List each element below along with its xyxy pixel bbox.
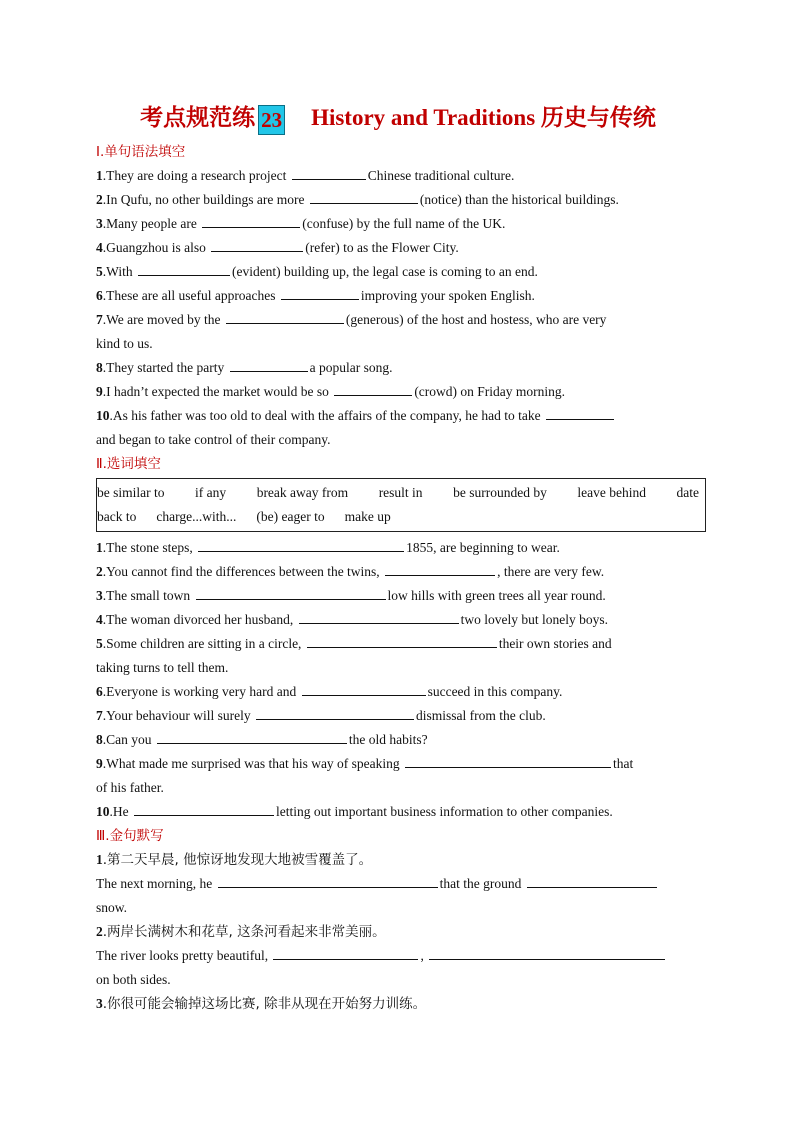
answer-blank[interactable] [202,213,300,228]
s2-item-9-cont: of his father. [96,780,164,795]
s3-item-1-en: The next morning, he that the ground [96,872,700,896]
phrase: (be) eager to [256,509,325,524]
phrase: result in [378,485,423,500]
answer-blank[interactable] [138,261,230,276]
s2-item-5: 5.Some children are sitting in a circle, their own stories and [96,632,700,656]
answer-blank[interactable] [226,309,344,324]
answer-blank[interactable] [256,705,414,720]
answer-blank[interactable] [302,681,426,696]
phrase: date [676,485,699,500]
word-bank-row-2 [97,505,699,529]
answer-blank[interactable] [385,561,495,576]
answer-blank[interactable] [334,381,412,396]
word-bank-row-1 [97,481,699,505]
section3-heading: Ⅲ.金句默写 [96,828,164,844]
answer-blank[interactable] [134,801,274,816]
s1-item-7-cont: kind to us. [96,336,153,351]
s2-item-2: 2.You cannot find the differences between the twins, , there are very few. [96,560,700,584]
phrase: break away from [256,485,349,500]
s1-item-9: 9.I hadn’t expected the market would be so (crowd) on Friday morning. [96,380,700,404]
s1-item-7: 7.We are moved by the (generous) of the host and hostess, who are very [96,308,700,332]
answer-blank[interactable] [527,873,657,888]
s2-item-10: 10.He letting out important business information to other companies. [96,800,700,824]
answer-blank[interactable] [546,405,614,420]
s3-item-1-zh: 1.第二天早晨, 他惊讶地发现大地被雪覆盖了。 [96,852,373,868]
answer-blank[interactable] [273,945,418,960]
title-en: History and Traditions [311,105,536,130]
answer-blank[interactable] [196,585,386,600]
s2-item-9: 9.What made me surprised was that his way of speaking that [96,752,700,776]
answer-blank[interactable] [299,609,459,624]
answer-blank[interactable] [429,945,665,960]
s2-item-4: 4.The woman divorced her husband, two lovely but lonely boys. [96,608,700,632]
title-cn: 考点规范练 [140,105,256,130]
answer-blank[interactable] [292,165,366,180]
s1-item-8: 8.They started the party a popular song. [96,356,700,380]
s1-item-3: 3.Many people are (confuse) by the full name of the UK. [96,212,700,236]
phrase: charge...with... [156,509,237,524]
phrase: leave behind [577,485,646,500]
phrase: be similar to [97,485,165,500]
s1-item-4: 4.Guangzhou is also (refer) to as the Flower City. [96,236,700,260]
answer-blank[interactable] [310,189,418,204]
answer-blank[interactable] [230,357,308,372]
s1-item-5: 5.With (evident) building up, the legal case is coming to an end. [96,260,700,284]
answer-blank[interactable] [307,633,497,648]
phrase: be surrounded by [453,485,547,500]
page-title [96,100,700,136]
section1-heading: Ⅰ.单句语法填空 [96,144,186,160]
phrase: if any [195,485,227,500]
s1-item-1: 1.They are doing a research project Chinese traditional culture. [96,164,700,188]
worksheet-page [96,100,700,1016]
section2-heading: Ⅱ.选词填空 [96,456,161,472]
s1-item-6: 6.These are all useful approaches improving your spoken English. [96,284,700,308]
phrase: back to [97,509,137,524]
s2-item-8: 8.Can you the old habits? [96,728,700,752]
s2-item-5-cont: taking turns to tell them. [96,660,229,675]
s1-item-10: 10.As his father was too old to deal with the affairs of the company, he had to take [96,404,700,428]
s3-item-2-zh: 2.两岸长满树木和花草, 这条河看起来非常美丽。 [96,924,386,940]
answer-blank[interactable] [211,237,303,252]
s1-item-10-cont: and began to take control of their company. [96,432,331,447]
s3-item-2-en: The river looks pretty beautiful, , [96,944,700,968]
s2-item-3: 3.The small town low hills with green trees all year round. [96,584,700,608]
answer-blank[interactable] [405,753,611,768]
lesson-number-badge: 23 [258,105,285,135]
answer-blank[interactable] [157,729,347,744]
answer-blank[interactable] [218,873,438,888]
word-bank [96,478,706,532]
s2-item-1: 1.The stone steps, 1855, are beginning to wear. [96,536,700,560]
answer-blank[interactable] [281,285,359,300]
s3-item-1-cont: snow. [96,900,128,915]
s1-item-2: 2.In Qufu, no other buildings are more (notice) than the historical buildings. [96,188,700,212]
answer-blank[interactable] [198,537,404,552]
s2-item-6: 6.Everyone is working very hard and succeed in this company. [96,680,700,704]
s3-item-2-cont: on both sides. [96,972,171,987]
s3-item-3-zh: 3.你很可能会输掉这场比赛, 除非从现在开始努力训练。 [96,996,427,1012]
s2-item-7: 7.Your behaviour will surely dismissal from the club. [96,704,700,728]
phrase: make up [344,509,391,524]
title-cn-2: 历史与传统 [540,105,656,130]
